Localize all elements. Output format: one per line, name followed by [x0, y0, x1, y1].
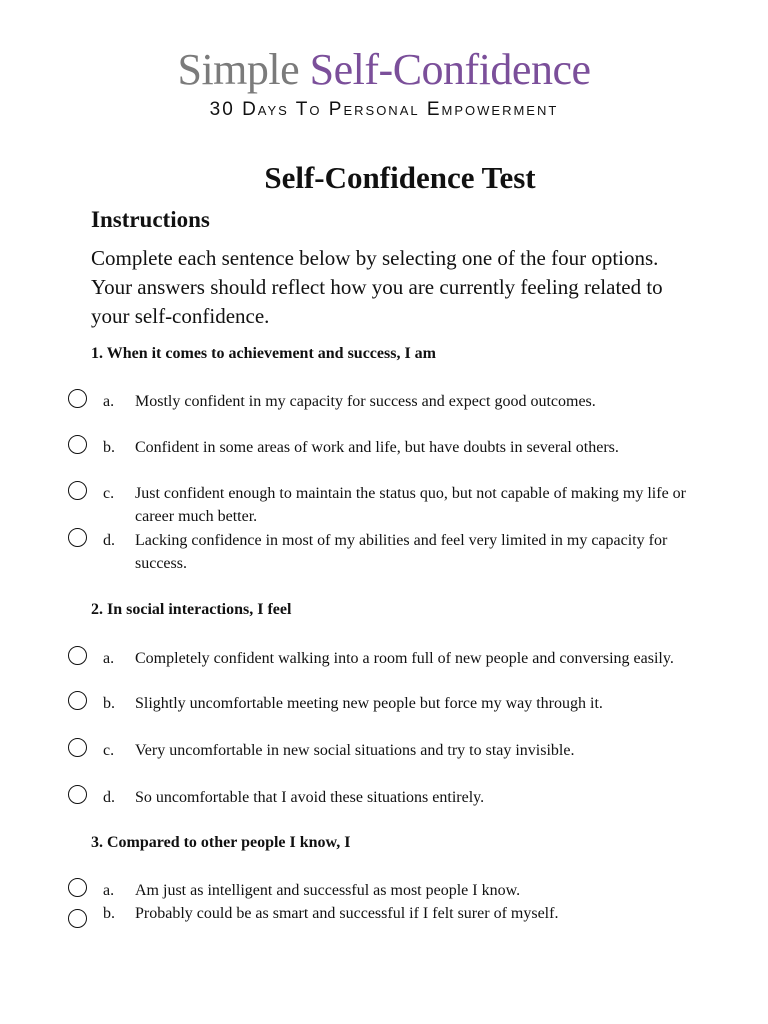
brand-word-self-confidence: Self-Confidence — [309, 45, 591, 94]
question-1-option-d[interactable] — [0, 529, 768, 575]
brand-logo — [0, 44, 768, 96]
option-letter: a. — [103, 650, 115, 667]
question-2-option-c[interactable] — [0, 739, 768, 785]
option-letter: b. — [103, 439, 115, 456]
radio-button[interactable] — [68, 481, 87, 500]
question-3-option-b[interactable] — [0, 902, 768, 948]
option-letter: d. — [103, 789, 115, 806]
option-text: Just confident enough to maintain the status quo, but not capable of making my life or career much better. — [135, 485, 686, 525]
option-letter: d. — [103, 532, 115, 549]
question-2-option-b[interactable] — [0, 692, 768, 738]
radio-button[interactable] — [68, 691, 87, 710]
radio-button[interactable] — [68, 528, 87, 547]
option-text: Mostly confident in my capacity for success and expect good outcomes. — [135, 393, 596, 410]
radio-button[interactable] — [68, 738, 87, 757]
question-2-prompt: 2. In social interactions, I feel — [91, 601, 292, 618]
question-1-option-b[interactable] — [0, 436, 768, 482]
option-text: Lacking confidence in most of my abilities and feel very limited in my capacity for success. — [135, 532, 668, 572]
brand-word-simple: Simple — [177, 45, 300, 94]
option-text: Very uncomfortable in new social situations and try to stay invisible. — [135, 742, 575, 759]
question-2-option-a[interactable] — [0, 647, 768, 693]
question-1-option-a[interactable] — [0, 390, 768, 436]
option-text: Am just as intelligent and successful as most people I know. — [135, 882, 521, 899]
radio-button[interactable] — [68, 909, 87, 928]
option-text: Confident in some areas of work and life, but have doubts in several others. — [135, 439, 619, 456]
option-letter: a. — [103, 393, 115, 410]
option-text: Probably could be as smart and successful if I felt surer of myself. — [135, 905, 559, 922]
option-letter: c. — [103, 742, 115, 759]
option-letter: b. — [103, 905, 115, 922]
tagline: 30 Days To Personal Empowerment — [209, 99, 559, 120]
option-letter: a. — [103, 882, 115, 899]
option-text: So uncomfortable that I avoid these situations entirely. — [135, 789, 485, 806]
option-letter: b. — [103, 695, 115, 712]
instructions-heading: Instructions — [91, 207, 210, 232]
option-letter: c. — [103, 485, 115, 502]
question-1-option-c[interactable] — [0, 482, 768, 528]
radio-button[interactable] — [68, 389, 87, 408]
option-text: Completely confident walking into a room full of new people and conversing easily. — [135, 650, 674, 667]
instructions-text: Complete each sentence below by selecting one of the four options. Your answers should reflect how you are currently feeling related to your self-confidence. — [91, 246, 663, 328]
radio-button[interactable] — [68, 435, 87, 454]
question-1-prompt: 1. When it comes to achievement and success, I am — [91, 345, 437, 362]
question-3-prompt: 3. Compared to other people I know, I — [91, 834, 351, 851]
page-title: Self-Confidence Test — [264, 160, 536, 195]
question-2-option-d[interactable] — [0, 786, 768, 832]
radio-button[interactable] — [68, 785, 87, 804]
option-text: Slightly uncomfortable meeting new people but force my way through it. — [135, 695, 603, 712]
radio-button[interactable] — [68, 878, 87, 897]
radio-button[interactable] — [68, 646, 87, 665]
